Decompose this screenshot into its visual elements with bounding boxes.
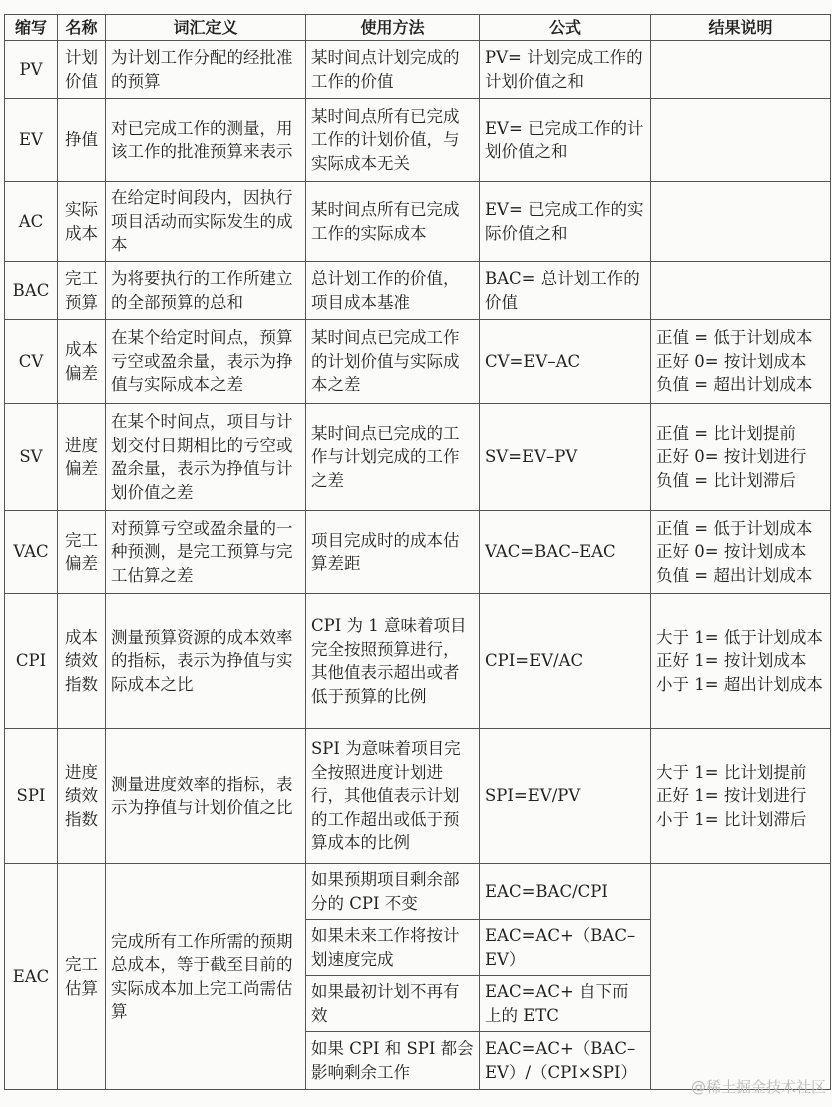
definition-cell: 为计划工作分配的经批准的预算 <box>106 41 306 99</box>
evm-metrics-table <box>4 14 831 1090</box>
usage-cell: 某时间点已完成工作的计划价值与实际成本之差 <box>306 320 480 404</box>
name-cell: 挣值 <box>58 99 106 182</box>
name-cell: 进度 偏差 <box>58 404 106 511</box>
formula-cell: PV= 计划完成工作的计划价值之和 <box>480 41 651 99</box>
formula-cell: EAC=AC+ 自下而上的 ETC <box>480 976 651 1032</box>
result-cell <box>651 864 831 1090</box>
usage-cell: 如果预期项目剩余部分的 CPI 不变 <box>306 864 480 920</box>
usage-cell: CPI 为 1 意味着项目完全按照预算进行，其他值表示超出或者低于预算的比例 <box>306 594 480 729</box>
definition-cell: 为将要执行的工作所建立的全部预算的总和 <box>106 262 306 320</box>
usage-cell: 某时间点计划完成的工作的价值 <box>306 41 480 99</box>
formula-cell: EAC=AC+（BAC–EV） <box>480 920 651 976</box>
usage-cell: SPI 为意味着项目完全按照进度计划进行，其他值表示计划的工作超出或低于预算成本的比例 <box>306 729 480 864</box>
usage-cell: 如果未来工作将按计划速度完成 <box>306 920 480 976</box>
usage-cell: 如果最初计划不再有效 <box>306 976 480 1032</box>
abbr-cell: EV <box>5 99 58 182</box>
abbr-cell: CPI <box>5 594 58 729</box>
result-cell <box>651 182 831 262</box>
header-usage: 使用方法 <box>306 15 480 41</box>
formula-cell: EAC=BAC/CPI <box>480 864 651 920</box>
table-row <box>5 320 831 404</box>
name-cell: 进度 绩效 指数 <box>58 729 106 864</box>
formula-cell: SV=EV–PV <box>480 404 651 511</box>
formula-cell: SPI=EV/PV <box>480 729 651 864</box>
table-row <box>5 182 831 262</box>
definition-cell: 测量进度效率的指标，表示为挣值与计划价值之比 <box>106 729 306 864</box>
usage-cell: 如果 CPI 和 SPI 都会影响剩余工作 <box>306 1032 480 1090</box>
name-cell: 实际 成本 <box>58 182 106 262</box>
name-cell: 计划 价值 <box>58 41 106 99</box>
definition-cell: 在某个给定时间点，预算亏空或盈余量，表示为挣值与实际成本之差 <box>106 320 306 404</box>
formula-cell: VAC=BAC–EAC <box>480 511 651 594</box>
header-formula: 公式 <box>480 15 651 41</box>
result-cell <box>651 41 831 99</box>
abbr-cell: SV <box>5 404 58 511</box>
definition-cell: 在某个时间点，项目与计划交付日期相比的亏空或盈余量，表示为挣值与计划价值之差 <box>106 404 306 511</box>
header-row <box>5 15 831 41</box>
usage-cell: 总计划工作的价值，项目成本基准 <box>306 262 480 320</box>
formula-cell: EV= 已完成工作的实际价值之和 <box>480 182 651 262</box>
definition-cell: 对已完成工作的测量，用该工作的批准预算来表示 <box>106 99 306 182</box>
name-cell: 成本 绩效 指数 <box>58 594 106 729</box>
table-row <box>5 404 831 511</box>
header-abbr: 缩写 <box>5 15 58 41</box>
result-cell <box>651 262 831 320</box>
abbr-cell: PV <box>5 41 58 99</box>
abbr-cell: CV <box>5 320 58 404</box>
table-row-eac <box>5 864 831 920</box>
result-cell <box>651 99 831 182</box>
formula-cell: CPI=EV/AC <box>480 594 651 729</box>
formula-cell: EV= 已完成工作的计划价值之和 <box>480 99 651 182</box>
result-cell: 大于 1= 比计划提前 正好 1= 按计划进行 小于 1= 比计划滞后 <box>651 729 831 864</box>
table-row <box>5 511 831 594</box>
formula-cell: BAC= 总计划工作的价值 <box>480 262 651 320</box>
formula-cell: EAC=AC+（BAC–EV）/（CPI×SPI） <box>480 1032 651 1090</box>
table-row <box>5 99 831 182</box>
formula-cell: CV=EV–AC <box>480 320 651 404</box>
watermark: @稀土掘金技术社区 <box>690 1078 826 1096</box>
result-cell: 大于 1= 低于计划成本 正好 1= 按计划成本 小于 1= 超出计划成本 <box>651 594 831 729</box>
abbr-cell: SPI <box>5 729 58 864</box>
table-row <box>5 41 831 99</box>
definition-cell: 对预算亏空或盈余量的一种预测，是完工预算与完工估算之差 <box>106 511 306 594</box>
abbr-cell: AC <box>5 182 58 262</box>
header-name: 名称 <box>58 15 106 41</box>
definition-cell: 在给定时间段内，因执行项目活动而实际发生的成本 <box>106 182 306 262</box>
result-cell: 正值 = 低于计划成本 正好 0= 按计划成本 负值 = 超出计划成本 <box>651 511 831 594</box>
result-cell: 正值 = 比计划提前 正好 0= 按计划进行 负值 = 比计划滞后 <box>651 404 831 511</box>
name-cell: 成本 偏差 <box>58 320 106 404</box>
name-cell: 完工 预算 <box>58 262 106 320</box>
usage-cell: 项目完成时的成本估算差距 <box>306 511 480 594</box>
table-row <box>5 262 831 320</box>
usage-cell: 某时间点所有已完成工作的计划价值，与实际成本无关 <box>306 99 480 182</box>
abbr-cell: VAC <box>5 511 58 594</box>
definition-cell: 完成所有工作所需的预期总成本，等于截至目前的实际成本加上完工尚需估算 <box>106 864 306 1090</box>
name-cell: 完工 偏差 <box>58 511 106 594</box>
result-cell: 正值 = 低于计划成本 正好 0= 按计划成本 负值 = 超出计划成本 <box>651 320 831 404</box>
table-row <box>5 594 831 729</box>
name-cell: 完工 估算 <box>58 864 106 1090</box>
header-result: 结果说明 <box>651 15 831 41</box>
table-row <box>5 729 831 864</box>
usage-cell: 某时间点已完成的工作与计划完成的工作之差 <box>306 404 480 511</box>
usage-cell: 某时间点所有已完成工作的实际成本 <box>306 182 480 262</box>
abbr-cell: BAC <box>5 262 58 320</box>
abbr-cell: EAC <box>5 864 58 1090</box>
header-definition: 词汇定义 <box>106 15 306 41</box>
definition-cell: 测量预算资源的成本效率的指标，表示为挣值与实际成本之比 <box>106 594 306 729</box>
